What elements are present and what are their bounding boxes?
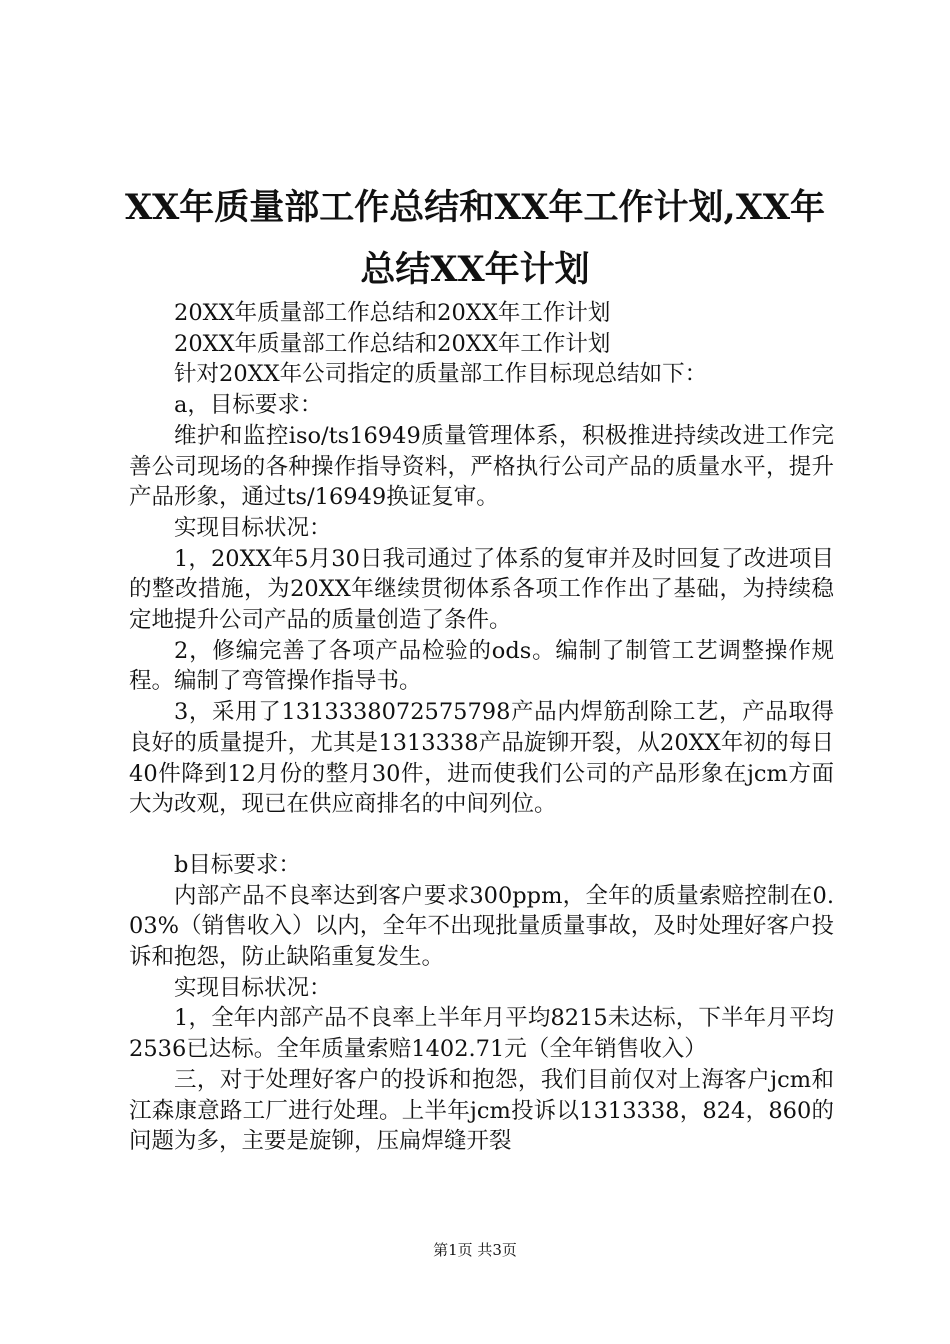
paragraph-heading-b: b目标要求： (174, 851, 301, 878)
paragraph-a-item-3: 3，采用了1313338072575798产品内焊筋刮除工艺，产品取得良好的质量提升，尤其是1313338产品旋铆开裂，从20XX年初的每日40件降到12月份的整月30件，进而使我们公司的产品形象在jcm方面大为改观，现已在供应商排名的中间列位。 (129, 699, 834, 818)
paragraph-b-requirement: 内部产品不良率达到客户要求300ppm，全年的质量索赔控制在0.03%（销售收入）以内，全年不出现批量质量事故，及时处理好客户投诉和抱怨，防止缺陷重复发生。 (129, 882, 834, 971)
paragraph-intro: 针对20XX年公司指定的质量部工作目标现总结如下： (174, 361, 708, 388)
document-title-line-1: XX年质量部工作总结和XX年工作计划,XX年 (124, 187, 826, 228)
document-title-line-2: 总结XX年计划 (360, 249, 590, 290)
paragraph-b-item-1: 1，全年内部产品不良率上半年月平均8215未达标，下半年月平均2536已达标。全年质量索赔1402.71元（全年销售收入） (129, 1005, 834, 1063)
paragraph-subtitle-1: 20XX年质量部工作总结和20XX年工作计划 (174, 300, 611, 326)
paragraph-heading-a: a，目标要求： (174, 392, 323, 419)
paragraph-status-heading-b: 实现目标状况： (174, 974, 332, 1001)
document-body (129, 298, 834, 1157)
paragraph-spacer (129, 820, 834, 850)
paragraph-b-item-3: 三，对于处理好客户的投诉和抱怨，我们目前仅对上海客户jcm和江森康意路工厂进行处理。上半年jcm投诉以1313338，824，860的问题为多，主要是旋铆，压扁焊缝开裂 (129, 1066, 834, 1155)
paragraph-subtitle-2: 20XX年质量部工作总结和20XX年工作计划 (174, 330, 611, 357)
page-footer: 第1页 共3页 (433, 1241, 517, 1259)
paragraph-a-item-1: 1，20XX年5月30日我司通过了体系的复审并及时回复了改进项目的整改措施，为20XX年继续贯彻体系各项工作作出了基础，为持续稳定地提升公司产品的质量创造了条件。 (129, 545, 834, 634)
paragraph-status-heading-a: 实现目标状况： (174, 514, 332, 541)
paragraph-a-requirement: 维护和监控iso/ts16949质量管理体系，积极推进持续改进工作完善公司现场的各种操作指导资料，严格执行公司产品的质量水平，提升产品形象，通过ts/16949换证复审。 (129, 422, 834, 511)
paragraph-a-item-2: 2，修编完善了各项产品检验的ods。编制了制管工艺调整操作规程。编制了弯管操作指导书。 (129, 637, 834, 695)
